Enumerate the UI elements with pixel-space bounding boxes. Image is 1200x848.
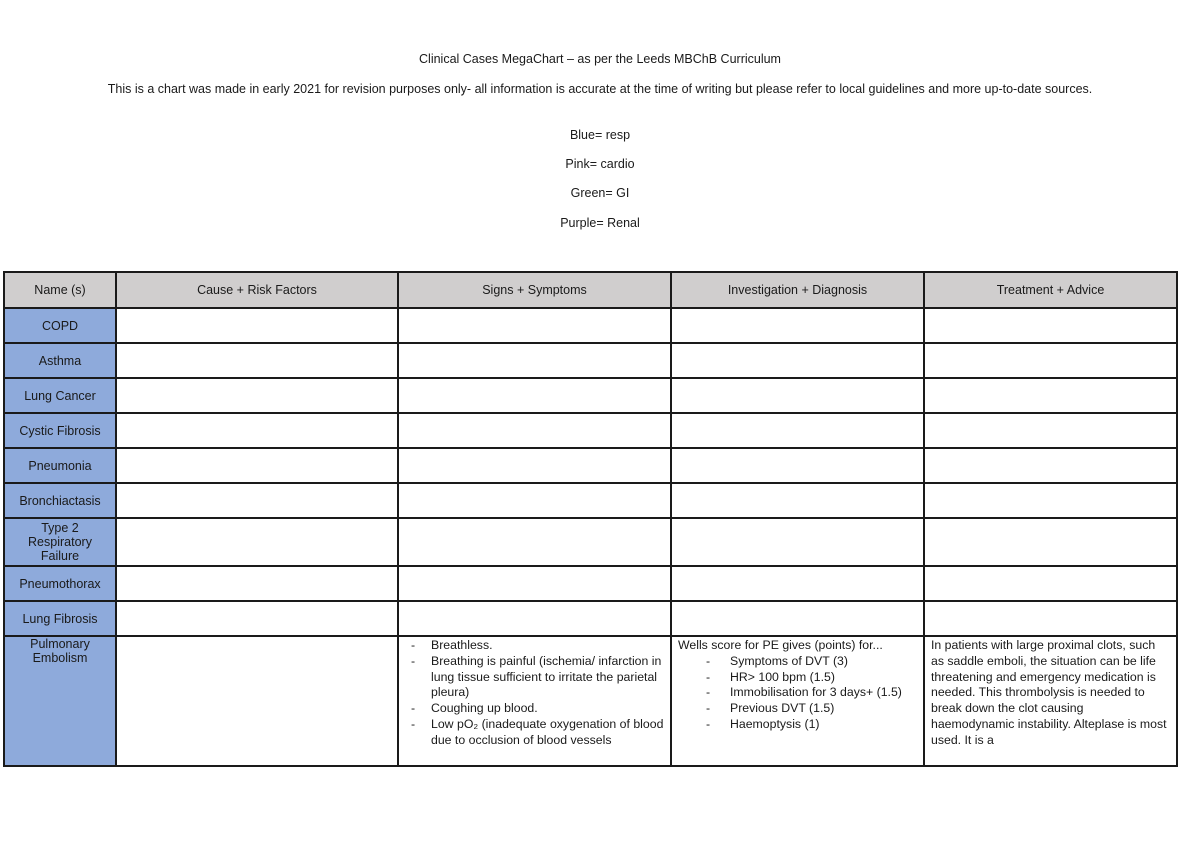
condition-name: COPD [4,308,116,343]
megachart-table [3,271,1178,767]
treatment-text: In patients with large proximal clots, such as saddle emboli, the situation can be life threatening and emergency medication is needed. This thrombolysis is needed to break down the clot causing haemodynamic instability. Alteplase is most used. It is a [931,638,1167,747]
condition-name: Asthma [4,343,116,378]
legend-green: Green= GI [570,186,630,200]
cause-cell [116,343,398,378]
legend-blue: Blue= resp [569,128,631,142]
signs-cell [398,636,671,766]
list-item: - Immobilisation for 3 days+ (1.5) [678,685,917,701]
treatment-cell [924,308,1177,343]
signs-cell [398,448,671,483]
column-header-cause: Cause + Risk Factors [116,272,398,308]
list-item: - Low pO₂ (inadequate oxygenation of blood due to occlusion of blood vessels [405,717,664,749]
table-row [4,518,1177,566]
condition-name: Lung Fibrosis [4,601,116,636]
treatment-cell [924,483,1177,518]
condition-name: Lung Cancer [4,378,116,413]
signs-cell [398,566,671,601]
condition-name: Pneumothorax [4,566,116,601]
cause-cell [116,448,398,483]
treatment-cell [924,448,1177,483]
cause-cell [116,566,398,601]
column-header-treatment: Treatment + Advice [924,272,1177,308]
condition-name: Type 2 Respiratory Failure [4,518,116,566]
column-header-investigation: Investigation + Diagnosis [671,272,924,308]
treatment-cell [924,378,1177,413]
legend-purple: Purple= Renal [560,216,640,230]
cause-cell [116,308,398,343]
wells-score-list [678,654,917,733]
table-row [4,343,1177,378]
list-item: - Symptoms of DVT (3) [678,654,917,670]
investigation-cell [671,483,924,518]
signs-cell [398,483,671,518]
cause-cell [116,601,398,636]
investigation-cell [671,343,924,378]
cause-cell [116,518,398,566]
condition-name: Bronchiactasis [4,483,116,518]
signs-cell [398,518,671,566]
signs-list [399,638,664,749]
cause-cell [116,483,398,518]
signs-cell [398,413,671,448]
treatment-cell [924,518,1177,566]
investigation-cell [671,601,924,636]
treatment-cell [924,601,1177,636]
treatment-cell [924,636,1177,766]
table-header-row [4,272,1177,308]
condition-name: Pulmonary Embolism [4,636,116,766]
wells-score-intro: Wells score for PE gives (points) for... [678,638,883,652]
investigation-cell [671,518,924,566]
condition-name: Pneumonia [4,448,116,483]
signs-cell [398,378,671,413]
list-item: - Breathing is painful (ischemia/ infarction in lung tissue sufficient to irritate the parietal pleura) [405,654,664,701]
treatment-cell [924,413,1177,448]
list-item: - Haemoptysis (1) [678,717,917,733]
list-item: - Breathless. [405,638,664,654]
table-row [4,601,1177,636]
column-header-name: Name (s) [4,272,116,308]
table-row [4,413,1177,448]
table-row [4,448,1177,483]
investigation-cell [671,636,924,766]
table-row [4,308,1177,343]
document-title: Clinical Cases MegaChart – as per the Leeds MBChB Curriculum [419,52,781,66]
list-item: - HR> 100 bpm (1.5) [678,670,917,686]
treatment-cell [924,566,1177,601]
investigation-cell [671,413,924,448]
treatment-cell [924,343,1177,378]
condition-name: Cystic Fibrosis [4,413,116,448]
investigation-cell [671,308,924,343]
table-row [4,566,1177,601]
disclaimer-note: This is a chart was made in early 2021 for revision purposes only- all information is accurate at the time of writing but please refer to local guidelines and more up-to-date sources. [107,82,1093,96]
investigation-cell [671,378,924,413]
cause-cell [116,413,398,448]
table-row-pulmonary-embolism [4,636,1177,766]
legend-pink: Pink= cardio [565,157,635,171]
signs-cell [398,308,671,343]
investigation-cell [671,448,924,483]
column-header-signs: Signs + Symptoms [398,272,671,308]
cause-cell [116,636,398,766]
list-item: - Coughing up blood. [405,701,664,717]
list-item: - Previous DVT (1.5) [678,701,917,717]
investigation-cell [671,566,924,601]
signs-cell [398,601,671,636]
cause-cell [116,378,398,413]
signs-cell [398,343,671,378]
table-row [4,483,1177,518]
table-row [4,378,1177,413]
